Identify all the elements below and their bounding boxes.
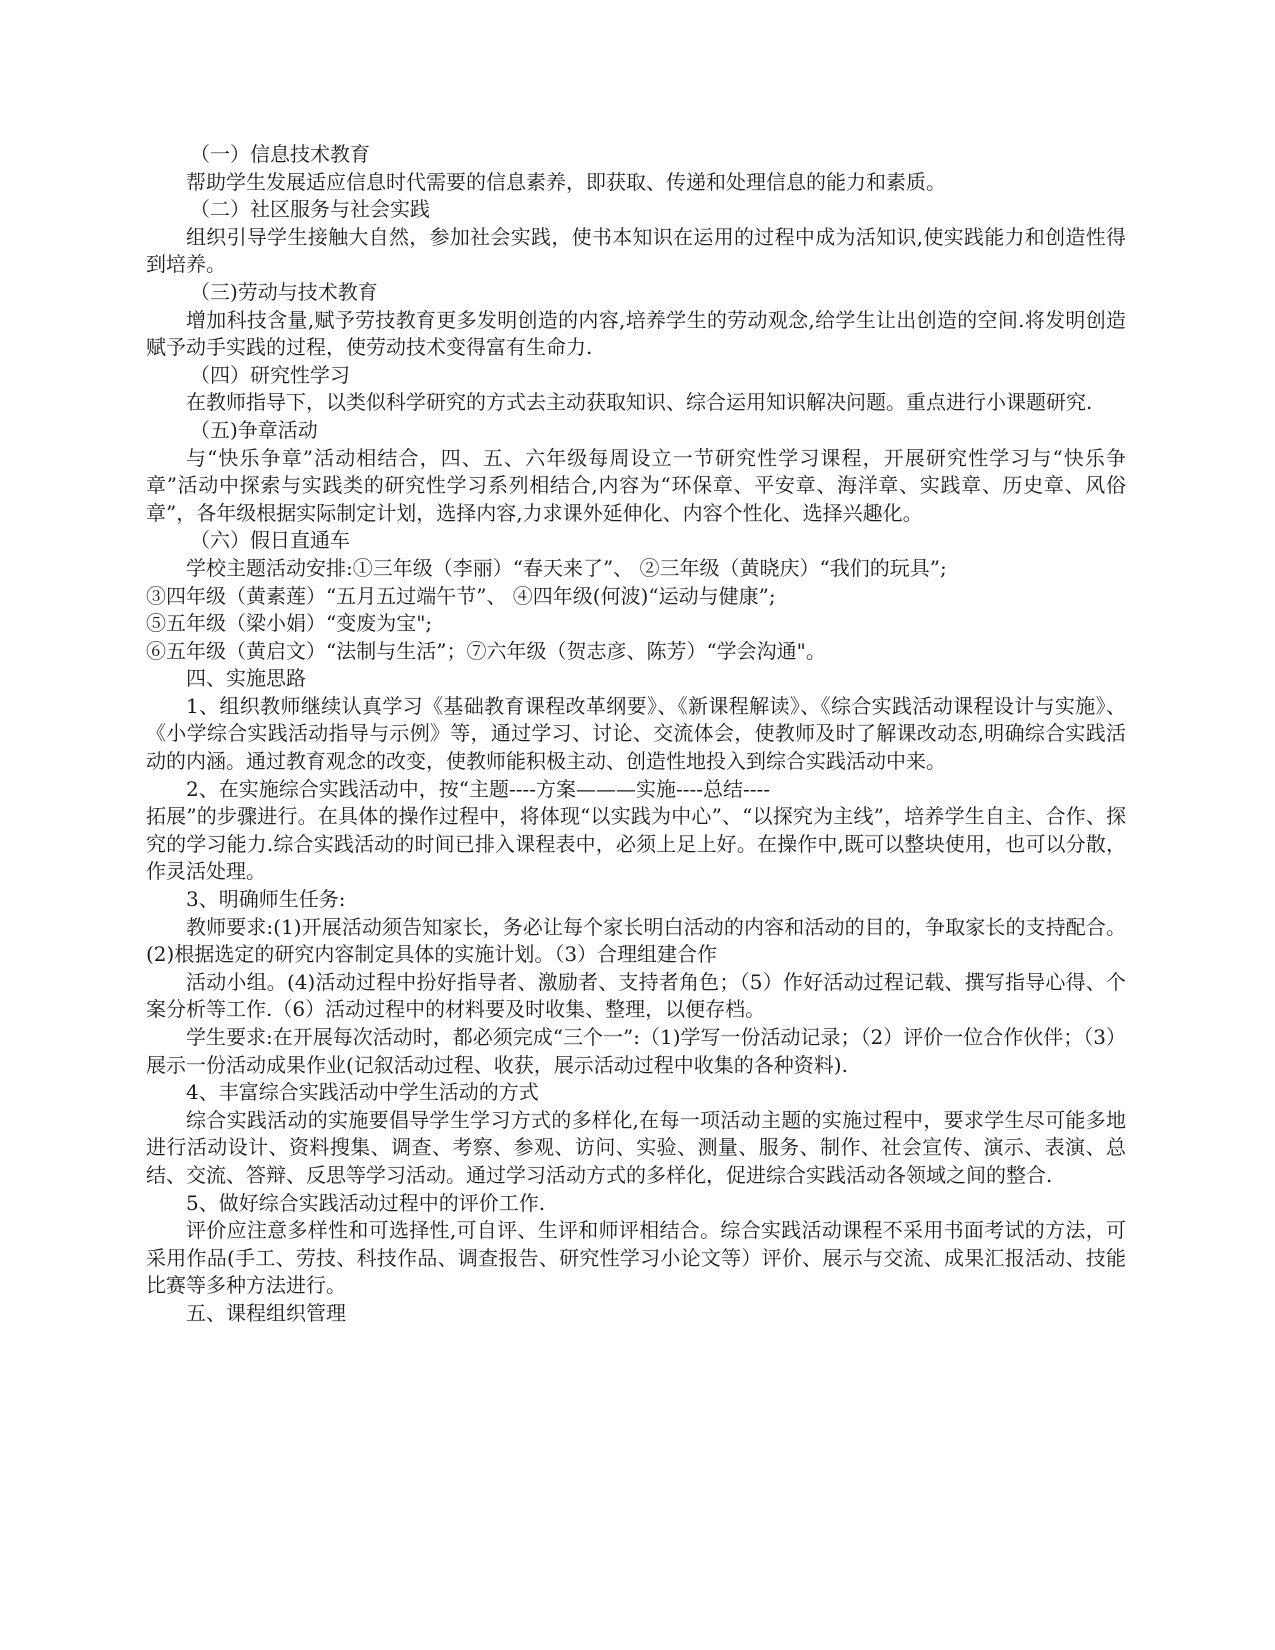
activity-schedule-line: ⑤五年级（梁小娟）“变废为宝"; bbox=[146, 611, 433, 636]
teacher-requirements-cont: 活动小组。(4)活动过程中扮好指导者、激励者、支持者角色；（5）作好活动过程记载、撰写指导心得、个案分析等工作.（6）活动过程中的材料要及时收集、整理，以便存档。 bbox=[146, 969, 1126, 1022]
paragraph: 组织引导学生接触大自然，参加社会实践，使书本知识在运用的过程中成为活知识,使实践能力和创造性得到培养。 bbox=[146, 224, 1126, 277]
paragraph: 拓展”的步骤进行。在具体的操作过程中，将体现“以实践为中心”、“以探究为主线”，培养学生自主、合作、探究的学习能力.综合实践活动的时间已排入课程表中，必须上足上好。在操作中,既可以整块使用，也可以分散，作灵活处理。 bbox=[146, 804, 1126, 884]
paragraph: 增加科技含量,赋予劳技教育更多发明创造的内容,培养学生的劳动观念,给学生让出创造的空间.将发明创造赋予动手实践的过程，使劳动技术变得富有生命力. bbox=[146, 307, 1126, 360]
section-heading-3: （三)劳动与技术教育 bbox=[190, 279, 378, 304]
section-heading-4: （四）研究性学习 bbox=[190, 362, 350, 387]
paragraph: 3、明确师生任务: bbox=[186, 887, 346, 912]
chapter-heading-4: 四、实施思路 bbox=[186, 666, 306, 691]
student-requirements: 学生要求:在开展每次活动时，都必须完成“三个一”:（1)学写一份活动记录；（2）评价一位合作伙伴；（3）展示一份活动成果作业(记叙活动过程、收获，展示活动过程中收集的各种资料). bbox=[146, 1025, 1126, 1077]
chapter-heading-5: 五、课程组织管理 bbox=[186, 1300, 346, 1325]
document-page bbox=[146, 141, 1126, 1328]
teacher-requirements: 教师要求:(1)开展活动须告知家长，务必让每个家长明白活动的内容和活动的目的，争取家长的支持配合。(2)根据选定的研究内容制定具体的实施计划。（3）合理组建合作 bbox=[146, 914, 1126, 967]
activity-schedule-line: 学校主题活动安排:①三年级（李丽）“春天来了”、 ②三年级（黄晓庆）“我们的玩具”; bbox=[186, 555, 947, 580]
section-heading-1: （一）信息技术教育 bbox=[190, 142, 370, 166]
paragraph: 1、组织教师继续认真学习《基础教育课程改革纲要》、《新课程解读》、《综合实践活动课程设计与实施》、《小学综合实践活动指导与示例》等，通过学习、讨论、交流体会，使教师及时了解课改动态,明确综合实践活动的内涵。通过教育观念的改变，使教师能积极主动、创造性地投入到综合实践活动中来。 bbox=[146, 693, 1126, 774]
section-heading-2: （二）社区服务与社会实践 bbox=[190, 197, 430, 222]
activity-schedule-line: ⑥五年级（黄启文）“法制与生活”；⑦六年级（贺志彦、陈芳）“学会沟通"。 bbox=[146, 638, 826, 663]
section-heading-6: （六）假日直通车 bbox=[190, 528, 350, 553]
paragraph: 5、做好综合实践活动过程中的评价工作. bbox=[186, 1190, 546, 1215]
paragraph: 帮助学生发展适应信息时代需要的信息素养，即获取、传递和处理信息的能力和素质。 bbox=[186, 169, 946, 194]
paragraph: 评价应注意多样性和可选择性,可自评、生评和师评相结合。综合实践活动课程不采用书面考试的方法，可采用作品(手工、劳技、科技作品、调查报告、研究性学习小论文等）评价、展示与交流、成果汇报活动、技能比赛等多种方法进行。 bbox=[146, 1218, 1126, 1298]
section-heading-5: （五)争章活动 bbox=[190, 417, 318, 442]
paragraph: 2、在实施综合实践活动中，按“主题----方案———实施----总结---- bbox=[186, 776, 771, 801]
paragraph: 综合实践活动的实施要倡导学生学习方式的多样化,在每一项活动主题的实施过程中，要求学生尽可能多地进行活动设计、资料搜集、调查、考察、参观、访问、实验、测量、服务、制作、社会宣传、演示、表演、总结、交流、答辩、反思等学习活动。通过学习活动方式的多样化，促进综合实践活动各领域之间的整合. bbox=[146, 1107, 1126, 1187]
paragraph: 4、丰富综合实践活动中学生活动的方式 bbox=[186, 1080, 539, 1105]
paragraph: 在教师指导下，以类似科学研究的方式去主动获取知识、综合运用知识解决问题。重点进行小课题研究. bbox=[186, 390, 1093, 415]
activity-schedule-line: ③四年级（黄素莲）“五月五过端午节”、 ④四年级(何波)“运动与健康”; bbox=[146, 583, 776, 608]
paragraph: 与“快乐争章”活动相结合，四、五、六年级每周设立一节研究性学习课程，开展研究性学习与“快乐争章”活动中探索与实践类的研究性学习系列相结合,内容为“环保章、平安章、海洋章、实践章、历史章、风俗章”，各年级根据实际制定计划，选择内容,力求课外延伸化、内容个性化、选择兴趣化。 bbox=[146, 445, 1126, 525]
